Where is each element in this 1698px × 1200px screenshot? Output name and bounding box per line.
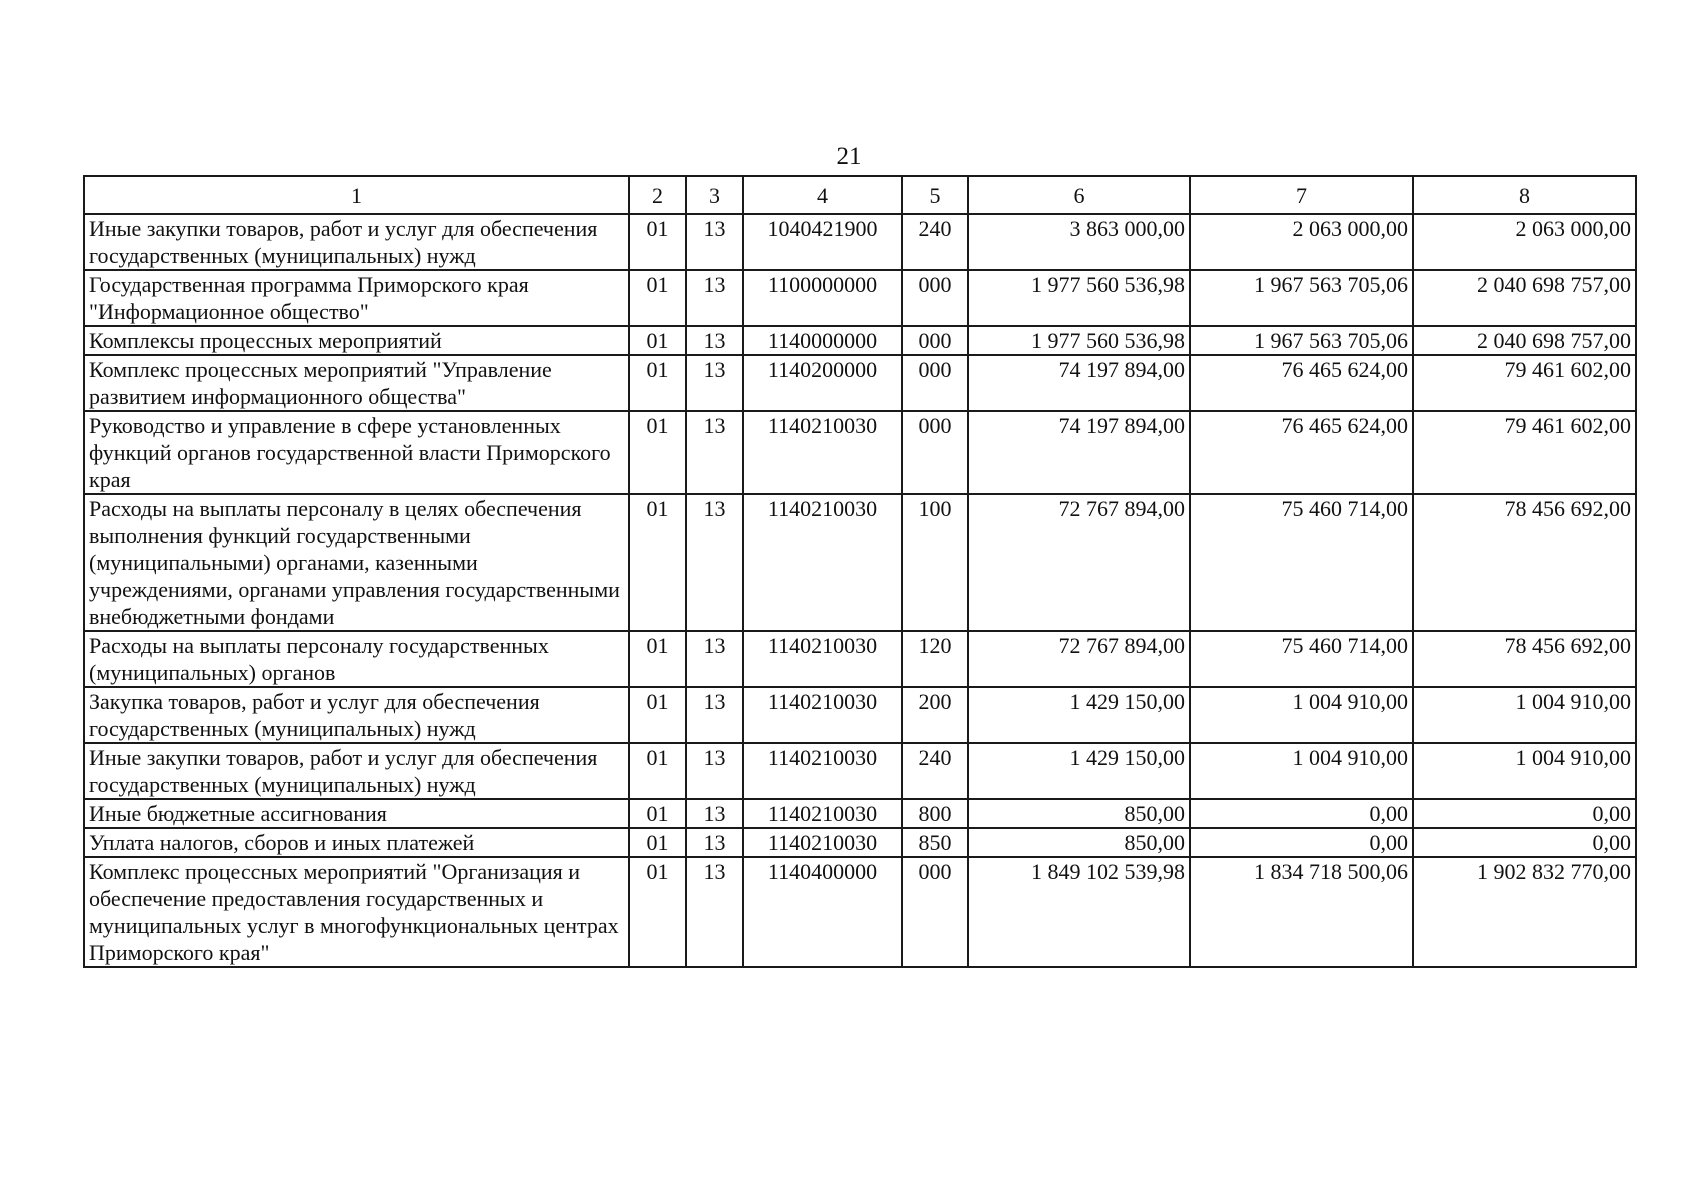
expense-type-code: 200 [902,687,968,743]
target-article-code: 1140210030 [743,494,902,631]
amount-col-8: 0,00 [1413,828,1636,857]
amount-col-7: 0,00 [1190,799,1413,828]
section-code: 01 [629,411,686,494]
amount-col-6: 850,00 [968,828,1190,857]
amount-col-6: 850,00 [968,799,1190,828]
target-article-code: 1140200000 [743,355,902,411]
amount-col-7: 1 834 718 500,06 [1190,857,1413,967]
subsection-code: 13 [686,743,743,799]
expense-type-code: 000 [902,326,968,355]
amount-col-6: 74 197 894,00 [968,411,1190,494]
subsection-code: 13 [686,799,743,828]
amount-col-7: 1 004 910,00 [1190,743,1413,799]
target-article-code: 1140400000 [743,857,902,967]
amount-col-8: 2 040 698 757,00 [1413,270,1636,326]
table-row [84,828,1636,857]
row-name: Комплексы процессных мероприятий [84,326,629,355]
table-row [84,270,1636,326]
subsection-code: 13 [686,411,743,494]
amount-col-6: 1 849 102 539,98 [968,857,1190,967]
row-name: Расходы на выплаты персоналу в целях обеспечения выполнения функций государственными (муниципальными) органами, казенными учреждениями, органами управления государственными внебюджетными фондами [84,494,629,631]
row-name: Иные закупки товаров, работ и услуг для обеспечения государственных (муниципальных) нужд [84,743,629,799]
amount-col-7: 1 967 563 705,06 [1190,270,1413,326]
expense-type-code: 000 [902,270,968,326]
row-name: Уплата налогов, сборов и иных платежей [84,828,629,857]
amount-col-8: 2 040 698 757,00 [1413,326,1636,355]
amount-col-8: 1 902 832 770,00 [1413,857,1636,967]
target-article-code: 1140210030 [743,631,902,687]
column-header-5: 5 [902,176,968,214]
section-code: 01 [629,799,686,828]
target-article-code: 1040421900 [743,214,902,270]
amount-col-7: 1 004 910,00 [1190,687,1413,743]
row-name: Иные закупки товаров, работ и услуг для обеспечения государственных (муниципальных) нужд [84,214,629,270]
column-header-3: 3 [686,176,743,214]
amount-col-8: 1 004 910,00 [1413,687,1636,743]
amount-col-6: 1 977 560 536,98 [968,326,1190,355]
table-row [84,857,1636,967]
amount-col-7: 2 063 000,00 [1190,214,1413,270]
subsection-code: 13 [686,214,743,270]
subsection-code: 13 [686,494,743,631]
column-header-8: 8 [1413,176,1636,214]
section-code: 01 [629,857,686,967]
table-row [84,494,1636,631]
amount-col-7: 76 465 624,00 [1190,355,1413,411]
table-row [84,411,1636,494]
subsection-code: 13 [686,270,743,326]
section-code: 01 [629,214,686,270]
amount-col-6: 1 429 150,00 [968,743,1190,799]
amount-col-8: 0,00 [1413,799,1636,828]
section-code: 01 [629,494,686,631]
row-name: Государственная программа Приморского края "Информационное общество" [84,270,629,326]
table-row [84,687,1636,743]
amount-col-8: 2 063 000,00 [1413,214,1636,270]
column-header-7: 7 [1190,176,1413,214]
section-code: 01 [629,687,686,743]
amount-col-7: 76 465 624,00 [1190,411,1413,494]
table-row [84,799,1636,828]
row-name: Закупка товаров, работ и услуг для обеспечения государственных (муниципальных) нужд [84,687,629,743]
expense-type-code: 850 [902,828,968,857]
amount-col-6: 1 429 150,00 [968,687,1190,743]
target-article-code: 1140210030 [743,687,902,743]
section-code: 01 [629,743,686,799]
amount-col-8: 79 461 602,00 [1413,411,1636,494]
amount-col-7: 75 460 714,00 [1190,631,1413,687]
budget-table [83,175,1637,968]
expense-type-code: 000 [902,411,968,494]
row-name: Расходы на выплаты персоналу государственных (муниципальных) органов [84,631,629,687]
subsection-code: 13 [686,355,743,411]
column-header-1: 1 [84,176,629,214]
row-name: Комплекс процессных мероприятий "Управление развитием информационного общества" [84,355,629,411]
table-row [84,214,1636,270]
section-code: 01 [629,828,686,857]
amount-col-8: 78 456 692,00 [1413,631,1636,687]
section-code: 01 [629,355,686,411]
amount-col-6: 72 767 894,00 [968,494,1190,631]
target-article-code: 1140000000 [743,326,902,355]
amount-col-6: 74 197 894,00 [968,355,1190,411]
expense-type-code: 120 [902,631,968,687]
expense-type-code: 000 [902,857,968,967]
amount-col-6: 3 863 000,00 [968,214,1190,270]
subsection-code: 13 [686,857,743,967]
table-row [84,743,1636,799]
target-article-code: 1140210030 [743,743,902,799]
expense-type-code: 100 [902,494,968,631]
amount-col-6: 72 767 894,00 [968,631,1190,687]
table-row [84,631,1636,687]
subsection-code: 13 [686,631,743,687]
expense-type-code: 000 [902,355,968,411]
column-header-4: 4 [743,176,902,214]
amount-col-6: 1 977 560 536,98 [968,270,1190,326]
target-article-code: 1140210030 [743,411,902,494]
subsection-code: 13 [686,326,743,355]
table-header-row [84,176,1636,214]
column-header-6: 6 [968,176,1190,214]
section-code: 01 [629,326,686,355]
row-name: Комплекс процессных мероприятий "Организация и обеспечение предоставления государственных и муниципальных услуг в многофункциональных центрах Приморского края" [84,857,629,967]
amount-col-8: 78 456 692,00 [1413,494,1636,631]
expense-type-code: 800 [902,799,968,828]
expense-type-code: 240 [902,743,968,799]
amount-col-8: 79 461 602,00 [1413,355,1636,411]
section-code: 01 [629,270,686,326]
column-header-2: 2 [629,176,686,214]
section-code: 01 [629,631,686,687]
target-article-code: 1140210030 [743,799,902,828]
amount-col-7: 1 967 563 705,06 [1190,326,1413,355]
page-number: 21 [836,143,862,170]
row-name: Руководство и управление в сфере установленных функций органов государственной власти Приморского края [84,411,629,494]
amount-col-8: 1 004 910,00 [1413,743,1636,799]
table-row [84,355,1636,411]
target-article-code: 1100000000 [743,270,902,326]
table-row [84,326,1636,355]
subsection-code: 13 [686,687,743,743]
row-name: Иные бюджетные ассигнования [84,799,629,828]
amount-col-7: 75 460 714,00 [1190,494,1413,631]
target-article-code: 1140210030 [743,828,902,857]
subsection-code: 13 [686,828,743,857]
expense-type-code: 240 [902,214,968,270]
amount-col-7: 0,00 [1190,828,1413,857]
